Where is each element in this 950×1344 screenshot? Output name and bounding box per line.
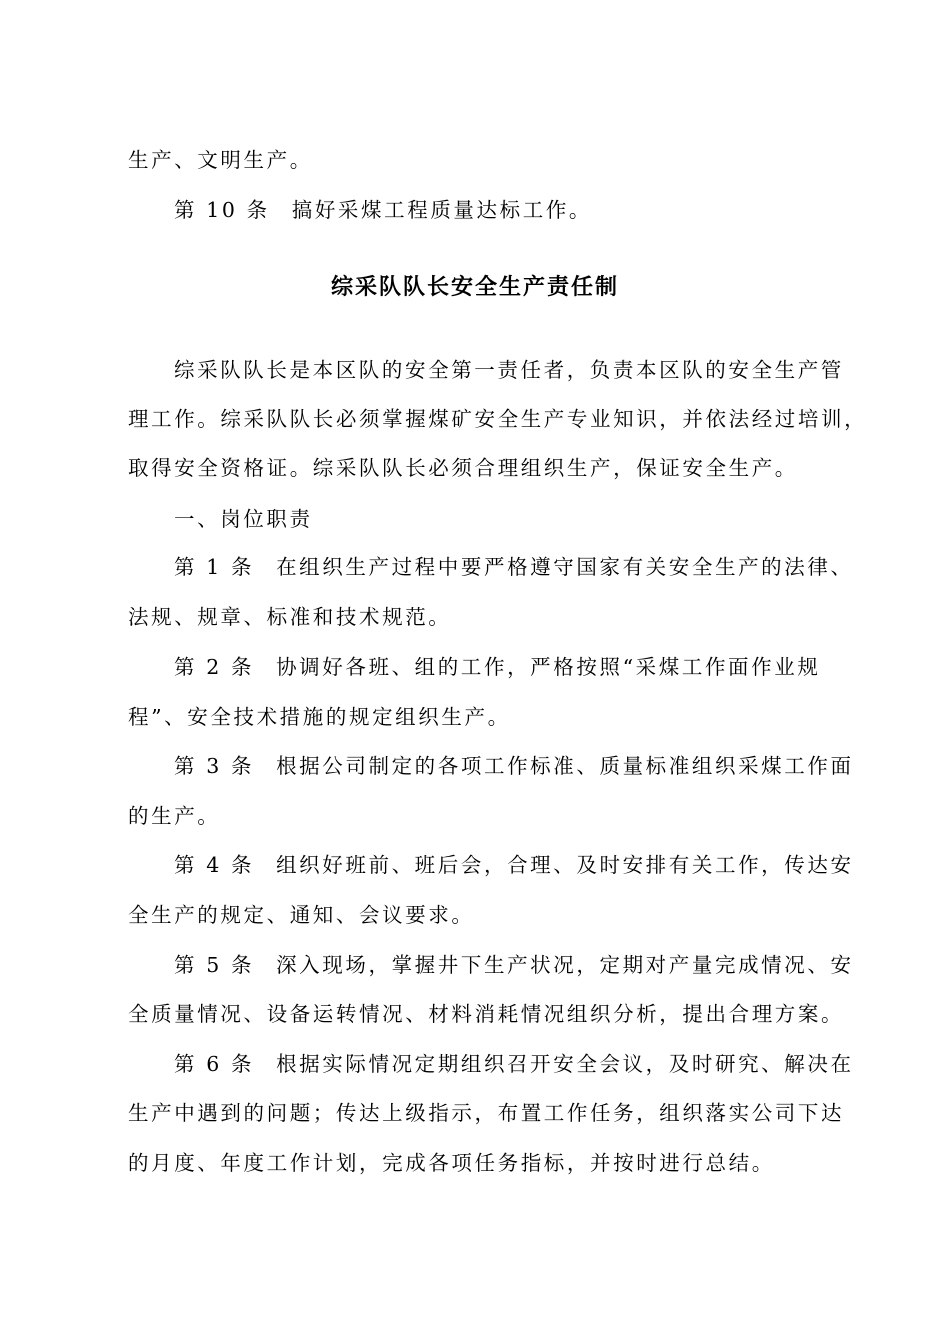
- article-line: 的生产。: [128, 804, 221, 828]
- article-line: 全生产的规定、通知、会议要求。: [128, 903, 475, 927]
- article-6: [174, 1050, 854, 1078]
- article-text: 根据公司制定的各项工作标准、质量标准组织采煤工作面: [276, 754, 854, 778]
- article-label: 第 10 条: [174, 198, 270, 222]
- article-line: 程”、安全技术措施的规定组织生产。: [128, 705, 511, 729]
- intro-line: 取得安全资格证。综采队队长必须合理组织生产，保证安全生产。: [128, 456, 798, 480]
- intro-line: 理工作。综采队队长必须掌握煤矿安全生产专业知识，并依法经过培训，: [128, 407, 868, 431]
- article-2: [174, 653, 834, 681]
- article-text: 在组织生产过程中要严格遵守国家有关安全生产的法律、: [276, 555, 854, 579]
- section-heading: 一、岗位职责: [174, 507, 313, 531]
- article-line: 法规、规章、标准和技术规范。: [128, 605, 452, 629]
- article-3: [174, 752, 854, 780]
- article-text: 组织好班前、班后会，合理、及时安排有关工作，传达安: [276, 853, 854, 877]
- article-label: 第 6 条: [174, 1052, 255, 1076]
- article-5: [174, 951, 854, 979]
- article-line: 生产中遇到的问题；传达上级指示，布置工作任务，组织落实公司下达: [128, 1101, 845, 1125]
- article-line: 全质量情况、设备运转情况、材料消耗情况组织分析，提出合理方案。: [128, 1002, 845, 1026]
- paragraph-line: 生产、文明生产。: [128, 148, 313, 172]
- intro-line: 综采队队长是本区队的安全第一责任者，负责本区队的安全生产管: [174, 358, 844, 382]
- article-text: 根据实际情况定期组织召开安全会议，及时研究、解决在: [276, 1052, 854, 1076]
- article-label: 第 1 条: [174, 555, 255, 579]
- article-label: 第 5 条: [174, 953, 255, 977]
- article-text: 协调好各班、组的工作，严格按照“采煤工作面作业规: [276, 655, 821, 679]
- section-title: 综采队队长安全生产责任制: [330, 274, 619, 300]
- article-line: 的月度、年度工作计划，完成各项任务指标，并按时进行总结。: [128, 1151, 775, 1175]
- article-label: 第 4 条: [174, 853, 255, 877]
- article-1: [174, 553, 854, 581]
- article-text: 搞好采煤工程质量达标工作。: [291, 198, 593, 222]
- article-label: 第 3 条: [174, 754, 255, 778]
- article-10: [174, 196, 834, 224]
- article-4: [174, 851, 854, 879]
- article-text: 深入现场，掌握井下生产状况，定期对产量完成情况、安: [276, 953, 854, 977]
- article-label: 第 2 条: [174, 655, 255, 679]
